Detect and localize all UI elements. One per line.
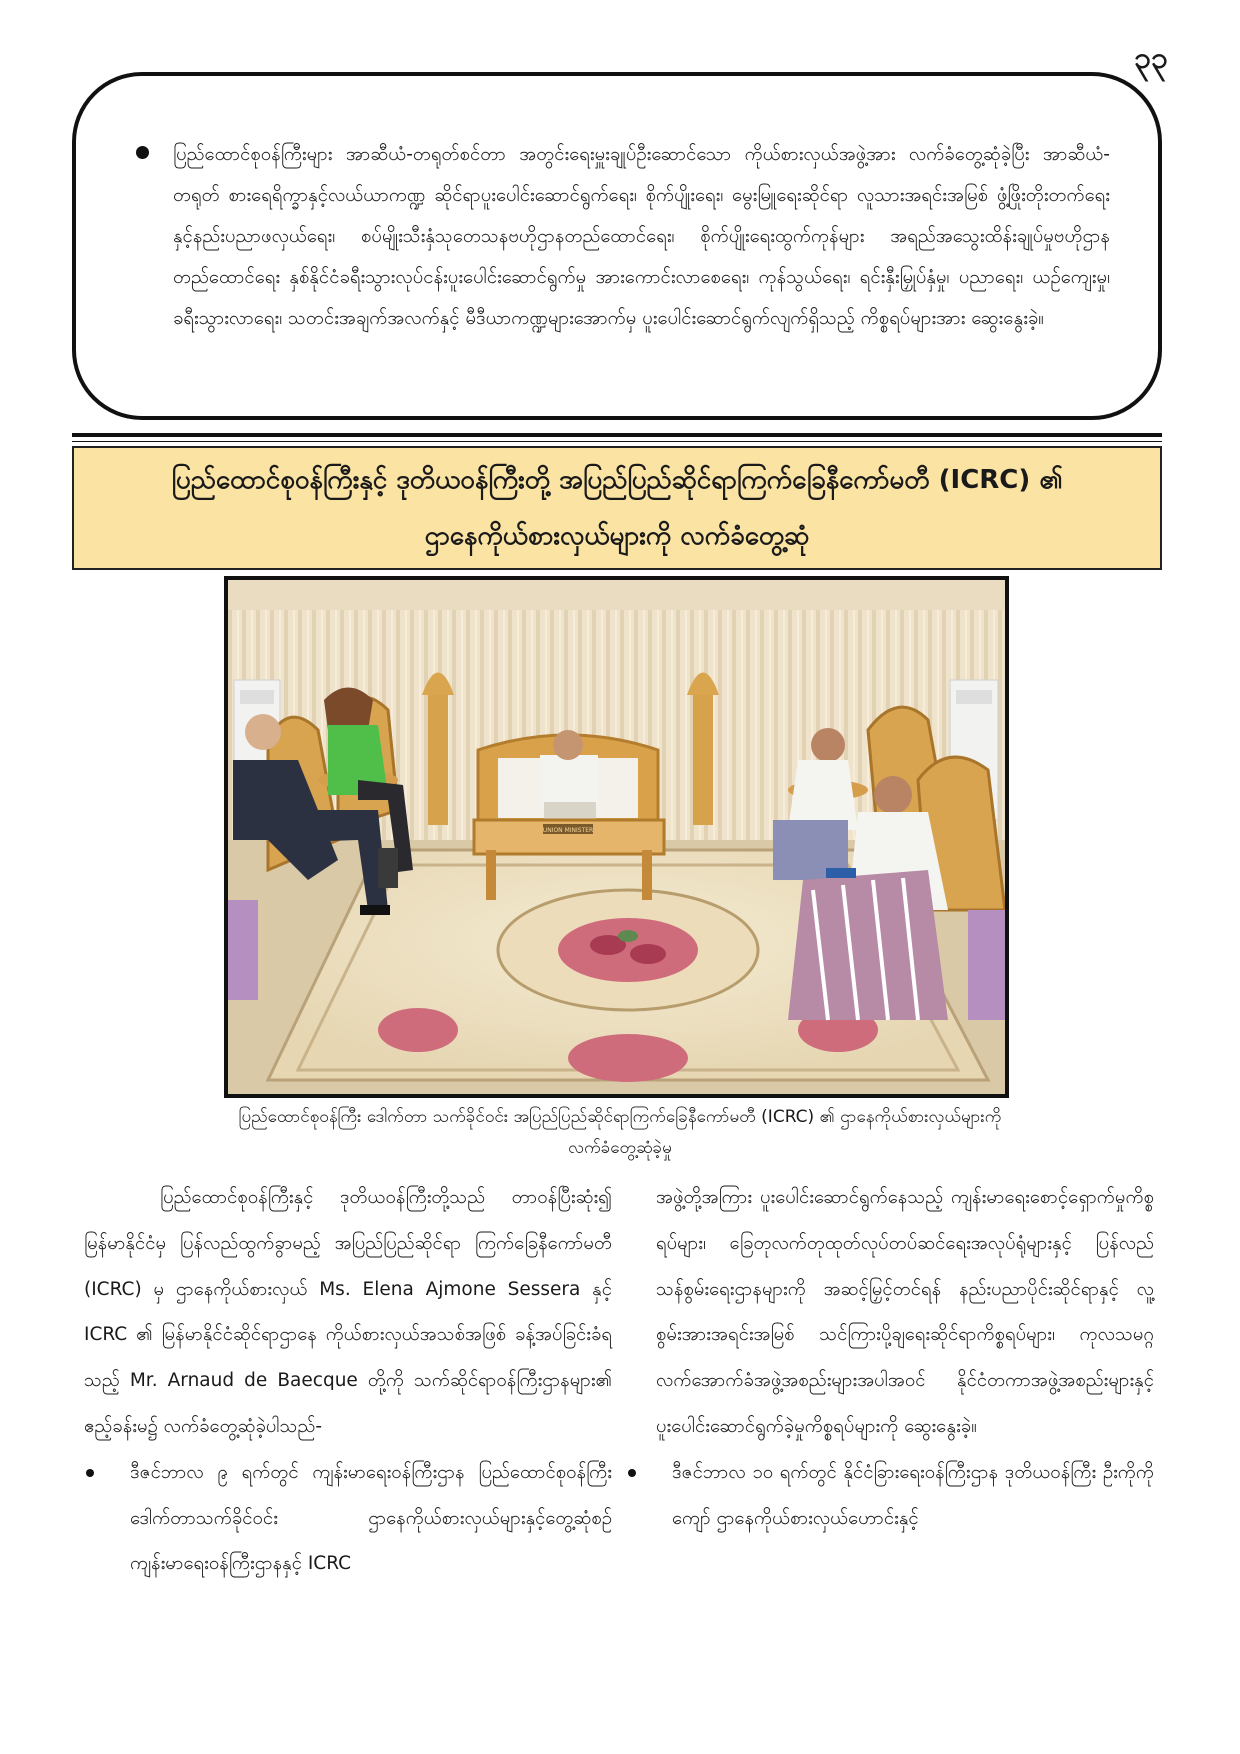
headline (172, 452, 1063, 564)
divider-thin (72, 441, 1162, 442)
bullet-item-2 (626, 1450, 1154, 1542)
summary-text: ပြည်ထောင်စုဝန်ကြီးများ အာဆီယံ-တရုတ်စင်တာ အတွင်းရေးမှူးချုပ်ဦးဆောင်သော ကိုယ်စားလှယ်အဖွဲ့အား လက်ခံတွေ့ဆုံခဲ့ပြီး အာဆီယံ-တရုတ် စားရေရိက္ခာနှင့်လယ်ယာကဏ္ဍ ဆိုင်ရာပူးပေါင်းဆောင်ရွက်ရေး၊ စိုက်ပျိုးရေး၊ မွေးမြူရေးဆိုင်ရာ လူသားအရင်းအမြစ် ဖွံ့ဖြိုးတိုးတက်ရေးနှင့်နည်းပညာဖလှယ်ရေး၊ စပ်မျိုးသီးနှံသုတေသနဗဟိုဌာနတည်ထောင်ရေး၊ စိုက်ပျိုးရေးထွက်ကုန်များ အရည်အသွေးထိန်းချုပ်မှုဗဟိုဌာနတည်ထောင်ရေး နှစ်နိုင်ငံခရီးသွားလုပ်ငန်းပူးပေါင်းဆောင်ရွက်မှု အားကောင်းလာစေရေး၊ ကုန်သွယ်ရေး၊ ရင်းနှီးမြှုပ်နှံမှု၊ ပညာရေး၊ ယဉ်ကျေးမှု၊ ခရီးသွားလာရေး၊ သတင်းအချက်အလက်နှင့် မီဒီယာကဏ္ဍများအောက်မှ ပူးပေါင်းဆောင်ရွက်လျက်ရှိသည့် ကိစ္စရပ်များအား ဆွေးနွေးခဲ့။ (173, 144, 1110, 329)
bullet-item-1-text: ဒီဇင်ဘာလ ၉ ရက်တွင် ကျန်းမာရေးဝန်ကြီးဌာန ပြည်ထောင်စုဝန်ကြီး ဒေါက်တာသက်ခိုင်ဝင်း ဌာနေကိုယ်စားလှယ်များနှင့်တွေ့ဆုံစဉ် ကျန်းမာရေးဝန်ကြီးဌာနနှင့် ICRC (130, 1461, 612, 1575)
bullet-item-1 (84, 1450, 612, 1587)
nameplate: UNION MINISTER (542, 827, 594, 834)
meeting-photo (224, 576, 1009, 1098)
headline-box (72, 446, 1162, 570)
divider-thick (72, 433, 1162, 437)
caption-line-1: ပြည်ထောင်စုဝန်ကြီး ဒေါက်တာ သက်ခိုင်ဝင်း အပြည်ပြည်ဆိုင်ရာကြက်ခြေနီကော်မတီ (ICRC) ၏ ဌာနေကိုယ်စားလှယ်များကို (238, 1107, 1002, 1127)
continuation-paragraph: အဖွဲ့တို့အကြား ပူးပေါင်းဆောင်ရွက်နေသည့် ကျန်းမာရေးစောင့်ရှောက်မှုကိစ္စရပ်များ၊ ခြေတုလက်တုထုတ်လုပ်တပ်ဆင်ရေးအလုပ်ရုံများနှင့် ပြန်လည်သန်စွမ်းရေးဌာနများကို အဆင့်မြှင့်တင်ရန် နည်းပညာပိုင်းဆိုင်ရာနှင့် လူ့စွမ်းအားအရင်းအမြစ် သင်ကြားပို့ချရေးဆိုင်ရာကိစ္စရပ်များ၊ ကုလသမဂ္ဂလက်အောက်ခံအဖွဲ့အစည်းများအပါအဝင် နိုင်ငံတကာအဖွဲ့အစည်းများနှင့် ပူးပေါင်းဆောင်ရွက်ခဲ့မှုကိစ္စရပ်များကို ဆွေးနွေးခဲ့။ (656, 1187, 1154, 1437)
caption-line-2: လက်ခံတွေ့ဆုံခဲ့မှု (568, 1138, 672, 1158)
headline-line-1: ပြည်ထောင်စုဝန်ကြီးနှင့် ဒုတိယဝန်ကြီးတို့ အပြည်ပြည်ဆိုင်ရာကြက်ခြေနီကော်မတီ (ICRC) ၏ (171, 465, 1063, 495)
headline-line-2: ဌာနေကိုယ်စားလှယ်များကို လက်ခံတွေ့ဆုံ (424, 521, 810, 551)
body-column-right (626, 1175, 1154, 1541)
summary-box (72, 72, 1162, 420)
page-number: ၃၃ (1134, 41, 1168, 76)
summary-bullet (136, 134, 1110, 339)
bullet-dot-icon (136, 146, 149, 159)
body-column-left (84, 1175, 612, 1587)
bullet-item-2-text: ဒီဇင်ဘာလ ၁၀ ရက်တွင် နိုင်ငံခြားရေးဝန်ကြီးဌာန ဒုတိယဝန်ကြီး ဦးကိုကိုကျော် ဌာနေကိုယ်စားလှယ်ဟောင်းနှင့် (672, 1461, 1154, 1529)
bullet-dot-icon (628, 1469, 636, 1477)
bullet-dot-icon (86, 1469, 94, 1477)
intro-paragraph: ပြည်ထောင်စုဝန်ကြီးနှင့် ဒုတိယဝန်ကြီးတို့သည် တာဝန်ပြီးဆုံး၍ မြန်မာနိုင်ငံမှ ပြန်လည်ထွက်ခွာမည့် အပြည်ပြည်ဆိုင်ရာ ကြက်ခြေနီကော်မတီ (ICRC) မှ ဌာနေကိုယ်စားလှယ် Ms. Elena Ajmone Sessera နှင့် ICRC ၏ မြန်မာနိုင်ငံဆိုင်ရာဌာနေ ကိုယ်စားလှယ်အသစ်အဖြစ် ခန့်အပ်ခြင်းခံရသည့် Mr. Arnaud de Baecque တို့ကို သက်ဆိုင်ရာဝန်ကြီးဌာနများ၏ ဧည့်ခန်းမ၌ လက်ခံတွေ့ဆုံခဲ့ပါသည်- (84, 1187, 612, 1437)
photo-caption (100, 1102, 1140, 1164)
